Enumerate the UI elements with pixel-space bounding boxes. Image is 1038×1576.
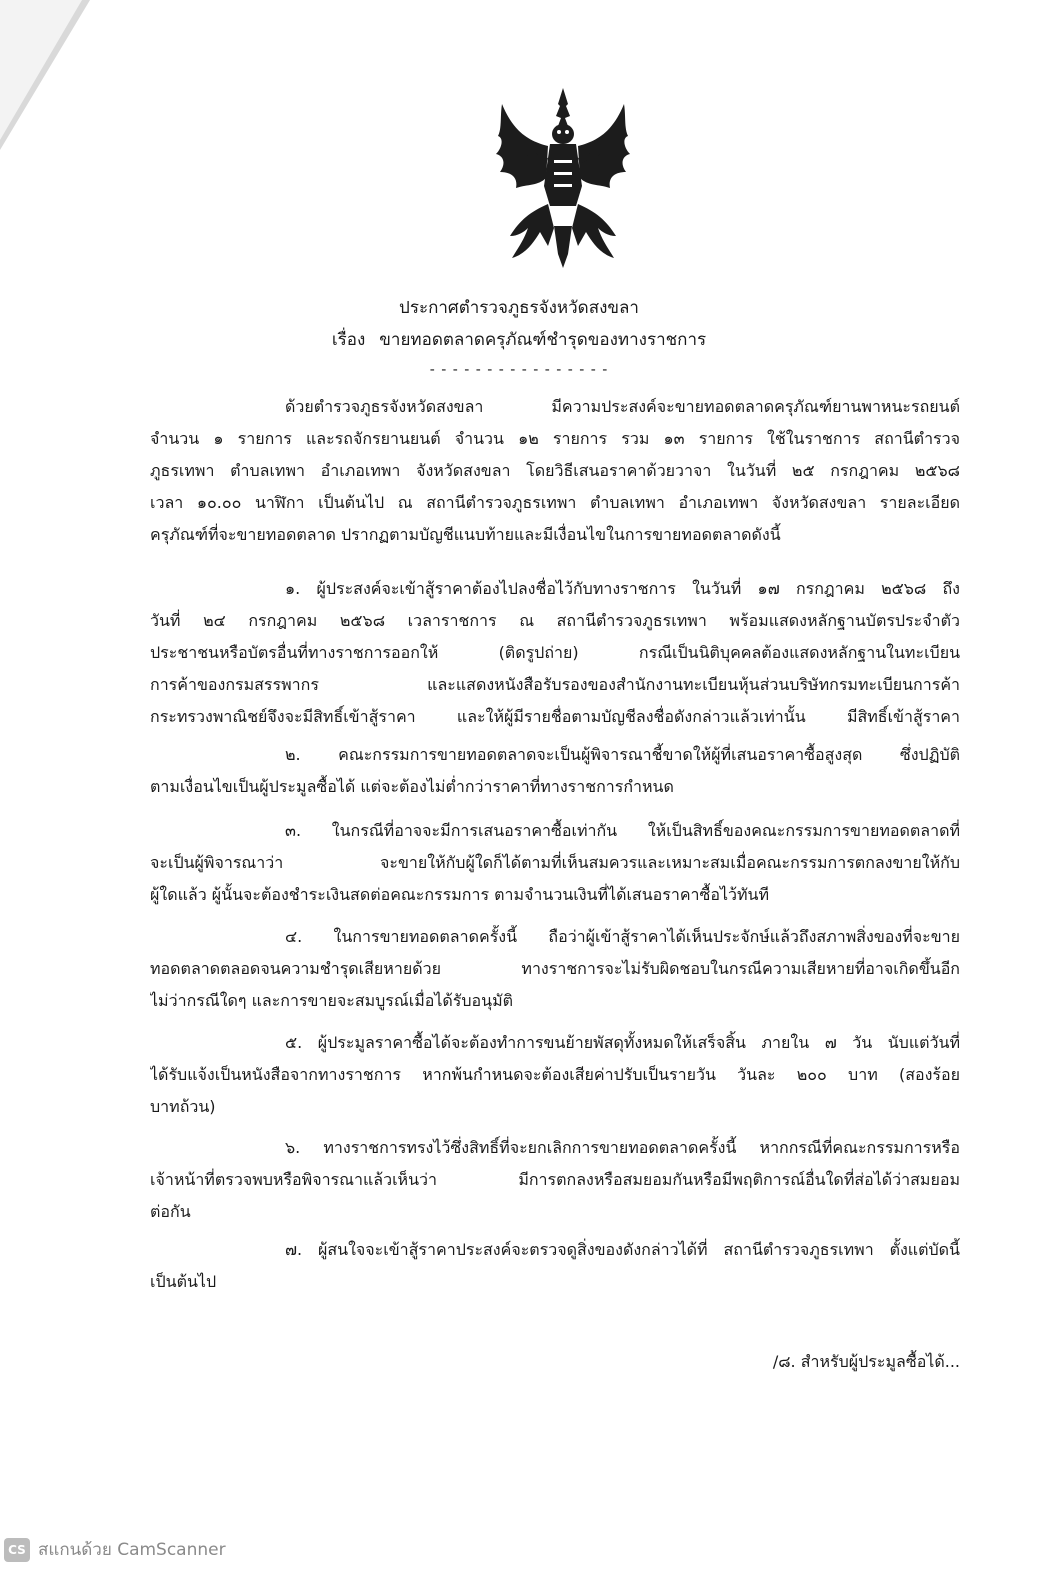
subject-text: ขายทอดตลาดครุภัณฑ์ชำรุดของทางราชการ (379, 330, 707, 350)
subject-label: เรื่อง (331, 330, 366, 350)
text-line: เจ้าหน้าที่ตรวจพบหรือพิจารณาแล้วเห็นว่า มีการตกลงหรือสมยอมกันหรือมีพฤติการณ์อื่นใดที่ส่อได้ว่าสมยอม (150, 1170, 960, 1189)
text-line: ๓. ในกรณีที่อาจจะมีการเสนอราคาซื้อเท่ากัน ให้เป็นสิทธิ์ของคณะกรรมการขายทอดตลาดที่ (285, 821, 960, 840)
text-line: ทอดตลาดตลอดจนความชำรุดเสียหายด้วย ทางราชการจะไม่รับผิดชอบในกรณีความเสียหายที่อาจเกิดขึ้นอีก (150, 959, 960, 978)
title-separator: - - - - - - - - - - - - - - - - (429, 362, 609, 378)
continuation-note: /๘. สำหรับผู้ประมูลซื้อได้... (772, 1352, 960, 1371)
page-corner-fold-highlight (0, 0, 82, 140)
announcement-subject (0, 326, 1038, 353)
text-line: จะเป็นผู้พิจารณาว่า จะขายให้กับผู้ใดก็ได้ตามที่เห็นสมควรและเหมาะสมเมื่อคณะกรรมการตกลงขายให้กับ (150, 853, 960, 872)
text-line: จำนวน ๑ รายการ และรถจักรยานยนต์ จำนวน ๑๒ รายการ รวม ๑๓ รายการ ใช้ในราชการ สถานีตำรวจ (150, 429, 960, 448)
announcement-title: ประกาศตำรวจภูธรจังหวัดสงขลา (399, 298, 639, 318)
text-line: ประชาชนหรือบัตรอื่นที่ทางราชการออกให้ (ติดรูปถ่าย) กรณีเป็นนิติบุคคลต้องแสดงหลักฐานในทะเบียน (150, 643, 960, 662)
text-line: เป็นต้นไป (150, 1272, 217, 1291)
text-line: วันที่ ๒๔ กรกฎาคม ๒๕๖๘ เวลาราชการ ณ สถานีตำรวจภูธรเทพา พร้อมแสดงหลักฐานบัตรประจำตัว (150, 611, 960, 630)
paragraph-condition-4 (150, 921, 960, 1017)
garuda-emblem-icon (488, 86, 638, 270)
text-line: ได้รับแจ้งเป็นหนังสือจากทางราชการ หากพ้นกำหนดจะต้องเสียค่าปรับเป็นรายวัน วันละ ๒๐๐ บาท (สองร้อย (150, 1065, 960, 1084)
paragraph-condition-5 (150, 1027, 960, 1123)
text-line: บาทถ้วน) (150, 1097, 216, 1116)
text-line: ไม่ว่ากรณีใดๆ และการขายจะสมบูรณ์เมื่อได้รับอนุมัติ (150, 991, 514, 1010)
text-line: ด้วยตำรวจภูธรจังหวัดสงขลา มีความประสงค์จะขายทอดตลาดครุภัณฑ์ยานพาหนะรถยนต์ (285, 397, 960, 416)
text-line: ผู้ใดแล้ว ผู้นั้นจะต้องชำระเงินสดต่อคณะกรรมการ ตามจำนวนเงินที่ได้เสนอราคาซื้อไว้ทันที (150, 885, 770, 904)
paragraph-condition-7 (150, 1234, 960, 1298)
scanner-watermark (4, 1536, 226, 1563)
paragraph-condition-1 (150, 573, 960, 733)
text-line: ๔. ในการขายทอดตลาดครั้งนี้ ถือว่าผู้เข้าสู้ราคาได้เห็นประจักษ์แล้วถึงสภาพสิ่งของที่จะขาย (285, 927, 960, 946)
text-line: ๒. คณะกรรมการขายทอดตลาดจะเป็นผู้พิจารณาชี้ขาดให้ผู้ที่เสนอราคาซื้อสูงสุด ซึ่งปฏิบัติ (285, 745, 960, 764)
paragraph-condition-3 (150, 815, 960, 911)
camscanner-logo-icon: CS (4, 1538, 30, 1562)
text-line: ครุภัณฑ์ที่จะขายทอดตลาด ปรากฏตามบัญชีแนบท้ายและมีเงื่อนไขในการขายทอดตลาดดังนี้ (150, 525, 781, 544)
text-line: ภูธรเทพา ตำบลเทพา อำเภอเทพา จังหวัดสงขลา โดยวิธีเสนอราคาด้วยวาจา ในวันที่ ๒๕ กรกฎาคม ๒๕๖๘ (150, 461, 960, 480)
text-line: ๕. ผู้ประมูลราคาซื้อได้จะต้องทำการขนย้ายพัสดุทั้งหมดให้เสร็จสิ้น ภายใน ๗ วัน นับแต่วันที่ (285, 1033, 960, 1052)
text-line: เวลา ๑๐.๐๐ นาฬิกา เป็นต้นไป ณ สถานีตำรวจภูธรเทพา ตำบลเทพา อำเภอเทพา จังหวัดสงขลา รายละเอียด (150, 493, 960, 512)
paragraph-condition-6 (150, 1132, 960, 1228)
text-line: การค้าของกรมสรรพากร และแสดงหนังสือรับรองของสำนักงานทะเบียนหุ้นส่วนบริษัทกรมทะเบียนการค้า (150, 675, 960, 694)
text-line: กระทรวงพาณิชย์จึงจะมีสิทธิ์เข้าสู้ราคา และให้ผู้มีรายชื่อตามบัญชีลงชื่อดังกล่าวแล้วเท่านั้น มีสิทธิ์เข้าสู้ราคา (150, 707, 960, 726)
watermark-text: สแกนด้วย CamScanner (38, 1540, 226, 1560)
text-line: ๗. ผู้สนใจจะเข้าสู้ราคาประสงค์จะตรวจดูสิ่งของดังกล่าวได้ที่ สถานีตำรวจภูธรเทพา ตั้งแต่บัดนี้ (285, 1240, 960, 1259)
text-line: ๖. ทางราชการทรงไว้ซึ่งสิทธิ์ที่จะยกเลิกการขายทอดตลาดครั้งนี้ หากกรณีที่คณะกรรมการหรือ (285, 1138, 960, 1157)
text-line: ๑. ผู้ประสงค์จะเข้าสู้ราคาต้องไปลงชื่อไว้กับทางราชการ ในวันที่ ๑๗ กรกฎาคม ๒๕๖๘ ถึง (285, 579, 960, 598)
paragraph-intro (150, 391, 960, 551)
text-line: ตามเงื่อนไขเป็นผู้ประมูลซื้อได้ แต่จะต้องไม่ต่ำกว่าราคาที่ทางราชการกำหนด (150, 777, 674, 796)
paragraph-condition-2 (150, 739, 960, 803)
text-line: ต่อกัน (150, 1202, 191, 1221)
